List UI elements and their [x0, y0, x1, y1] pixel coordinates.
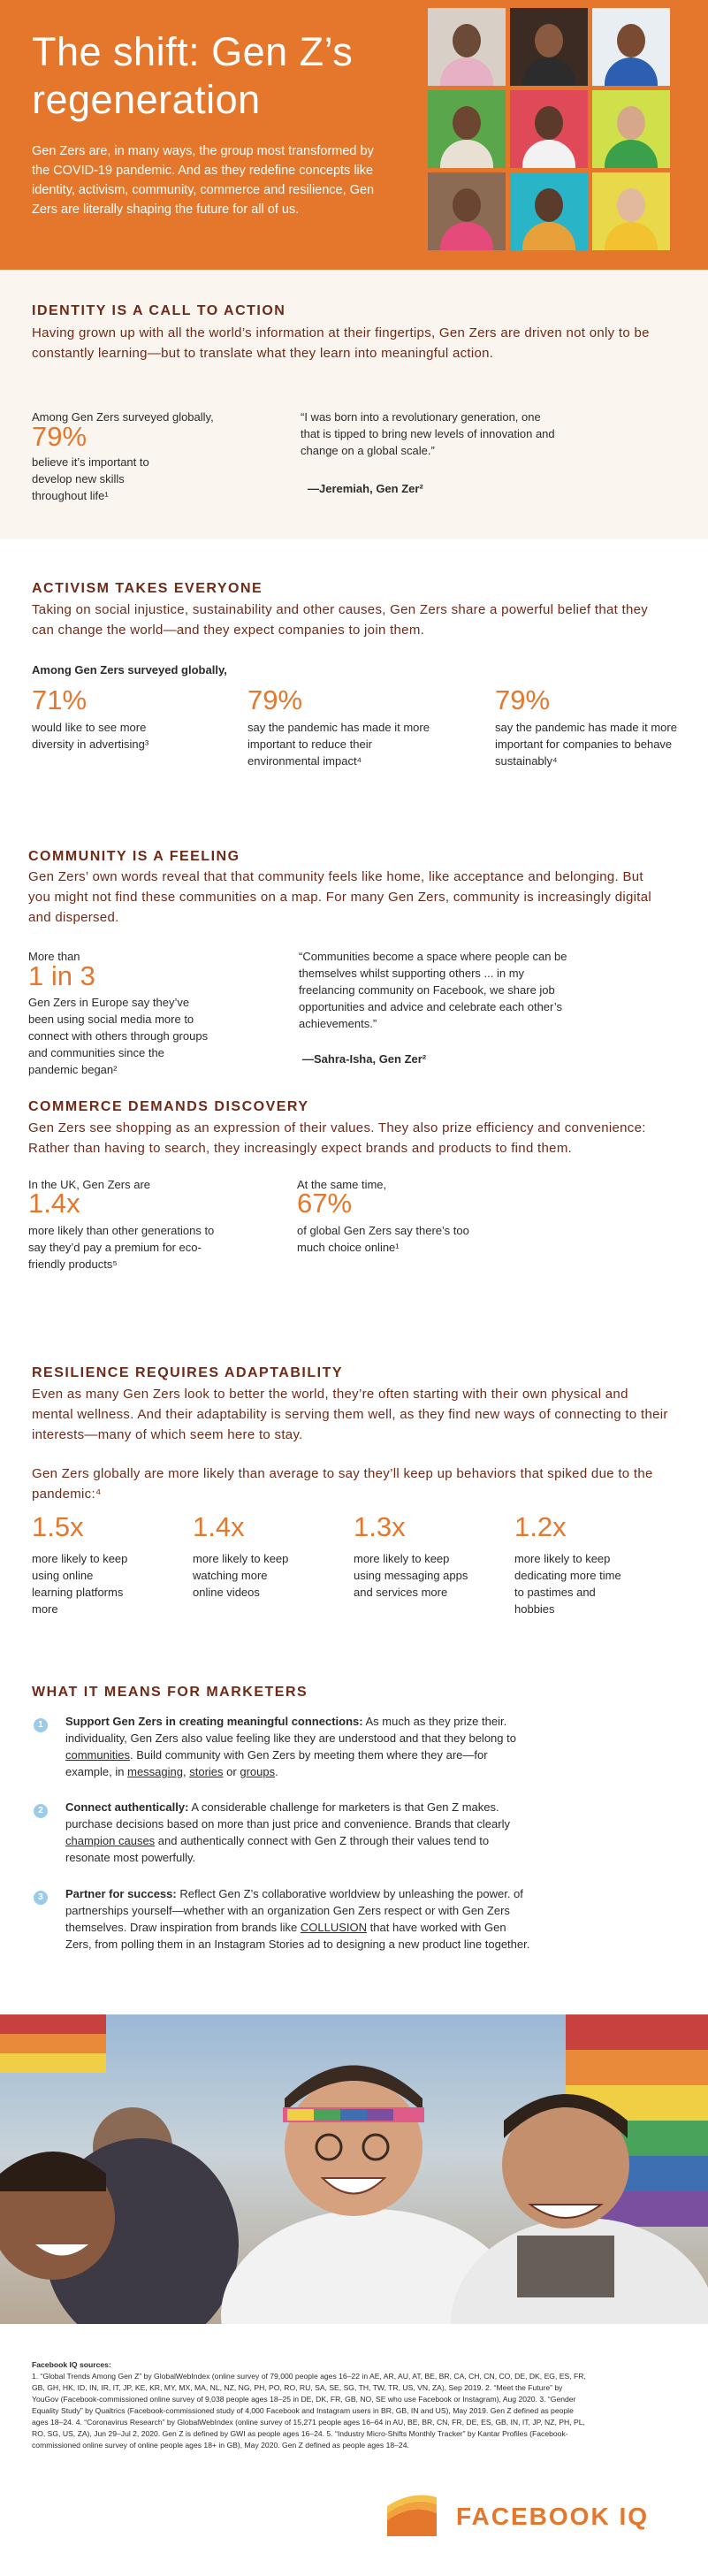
stat-label: Among Gen Zers surveyed globally,: [32, 410, 214, 424]
stat-value: 1.2x: [514, 1511, 567, 1542]
quote: “Communities become a space where people can be themselves whilst supporting others ... in my freelancing community on Facebook, we share job opportunities and advice and celebrate each other’s achievements.”: [299, 950, 567, 1030]
stat-description: more likely to keep dedicating more time to pastimes and hobbies: [514, 1552, 621, 1616]
stat-label: At the same time,: [297, 1178, 387, 1191]
communities-link[interactable]: communities: [65, 1748, 130, 1762]
tip-separator: ,: [182, 1765, 187, 1778]
quote-attribution: —Jeremiah, Gen Zer²: [308, 482, 423, 495]
sources: [32, 2359, 589, 2451]
celebration-photo: [0, 2014, 708, 2324]
tip-lead: Partner for success:: [65, 1887, 177, 1900]
stat-value: 67%: [297, 1188, 353, 1219]
section-title: RESILIENCE REQUIRES ADAPTABILITY: [32, 1365, 344, 1380]
stat-value: 1.3x: [354, 1511, 406, 1542]
marketers-section: [0, 1645, 708, 2007]
section-title: COMMUNITY IS A FEELING: [28, 849, 240, 864]
quote-attribution: —Sahra-Isha, Gen Zer²: [302, 1052, 427, 1066]
stat-value: 79%: [32, 421, 88, 452]
section-title: IDENTITY IS A CALL TO ACTION: [32, 303, 286, 318]
portrait-photo: [428, 90, 506, 168]
hero-intro: Gen Zers are, in many ways, the group most transformed by the COVID-19 pandemic. And as they redefine concepts like identity, activism, community, commerce and resilience, Gen Zers are literally shaping the future for all of us.: [32, 144, 375, 217]
section-title: WHAT IT MEANS FOR MARKETERS: [32, 1685, 308, 1700]
tip-end: .: [275, 1765, 278, 1778]
step-number: 3: [34, 1891, 48, 1905]
quote: “I was born into a revolutionary generation, one that is tipped to bring new levels of innovation and change on a global scale.”: [301, 410, 555, 457]
collusion-link[interactable]: COLLUSION: [300, 1921, 368, 1934]
tip-text: that have worked with Gen Zers, from polling them in an Instagram Stories ad to designing a new product line together.: [65, 1921, 530, 1951]
stat-value: 1.5x: [32, 1511, 84, 1542]
stat-description: more likely to keep using online learning platforms more: [32, 1552, 128, 1616]
sources-title: Facebook IQ sources:: [32, 2360, 111, 2369]
hero-banner: [0, 0, 708, 270]
stat-value: 79%: [247, 684, 303, 715]
tip-text: As much as they prize their. individuality, Gen Zers also value feeling like they are understood and that they belong to: [65, 1715, 516, 1745]
portrait-photo: [592, 90, 670, 168]
tip-text: . Build community with Gen Zers by meeting them where they are—for example, in: [65, 1748, 488, 1778]
portrait-photo: [510, 90, 588, 168]
community-section: [0, 814, 708, 1076]
activism-section: [0, 539, 708, 814]
stat-description: say the pandemic has made it more important for companies to behave sustainably⁴: [495, 721, 677, 768]
section-title: COMMERCE DEMANDS DISCOVERY: [28, 1099, 309, 1114]
stat-description: would like to see more diversity in advertising³: [32, 721, 149, 751]
stat-description: more likely than other generations to say they’d pay a premium for eco-friendly products⁵: [28, 1224, 215, 1271]
stories-link[interactable]: stories: [189, 1765, 224, 1778]
stat-description: of global Gen Zers say there’s too much choice online¹: [297, 1224, 469, 1254]
stat-value: 79%: [495, 684, 551, 715]
stat-value: 71%: [32, 684, 88, 715]
stat-description: more likely to keep watching more online videos: [193, 1552, 289, 1599]
portrait-photo: [428, 172, 506, 250]
portrait-photo: [592, 8, 670, 86]
portrait-photo: [510, 8, 588, 86]
tip-lead: Support Gen Zers in creating meaningful connections:: [65, 1715, 363, 1728]
section-title: ACTIVISM TAKES EVERYONE: [32, 581, 263, 596]
marketer-tip: [65, 1885, 534, 1953]
resilience-section: [0, 1335, 708, 1645]
logo-text: FACEBOOK IQ: [456, 2503, 650, 2530]
section-intro: Gen Zers’ own words reveal that that community feels like home, like acceptance and belonging. But you might not find these communities on a map. For many Gen Zers, community is increasingly digital and dispersed.: [28, 869, 651, 925]
sources-text: 1. “Global Trends Among Gen Z” by GlobalWebIndex (online survey of 79,000 people ages 16–22 in AE, AR, AU, AT, BE, BR, CA, CH, CN, CO, DE, DK, EG, ES, FR, GB, GH, HK, ID, IN, IR, IT, JP, KE, KR, MY, MX, MA, NL, NZ, NG, PH, PO, RO, RU, SA, SE, SG, TH, TW, TR, US, VN, ZA), Sep 2019. 2. “Meet the Future” by YouGov (Facebook-commissioned online survey of 9,038 people ages 18–25 in DE, DK, FR, GB, NO, SE who use Facebook or Instagram), Aug 2020. 3. “Gender Equality Study” by Qualtrics (Facebook-commissioned study of 4,000 Facebook and Instagram users in BR, GB, IN and US), May 2019. Gen Z defined as people ages 18–24. 4. “Coronavirus Research” by GlobalWebIndex (online survey of 15,271 people ages 16–64 in AU, BE, BR, CN, FR, DE, ES, GB, IN, IT, JP, NZ, PH, PL, RO, SG, US, ZA), Jun 29–Jul 2, 2020. Gen Z is defined by GWI as people ages 16–24. 5. “Industry Micro-Shifts Monthly Tracker” by Kantar Profiles (Facebook-commissioned online survey of online people ages 18+ in GB), May 2020. Gen Z defined as people ages 18–24.: [32, 2372, 586, 2450]
marketer-tip: [65, 1713, 534, 1780]
tip-text: A considerable challenge for marketers is that Gen Z makes. purchase decisions based on more than just price and convenience. Brands that clearly: [65, 1800, 510, 1831]
tip-text: Reflect Gen Z’s collaborative worldview by unleashing the power. of partnerships yourself—whether with an organization Gen Zers respect or with Gen Zers themselves. Draw inspiration from brands like: [65, 1887, 523, 1934]
section-intro: Even as many Gen Zers look to better the world, they’re often starting with their own physical and mental wellness. And their adaptability is serving them well, as they find new ways of connecting to their interests—many of which seem here to stay.: [32, 1387, 668, 1442]
champion-causes-link[interactable]: champion causes: [65, 1834, 156, 1847]
tip-text: or: [226, 1765, 237, 1778]
identity-section: [0, 270, 708, 539]
page-title: The shift: Gen Z’s regeneration: [32, 29, 354, 122]
stat-description: believe it’s important to develop new skills throughout life¹: [32, 455, 149, 502]
groups-link[interactable]: groups: [240, 1765, 276, 1778]
stat-label: More than: [28, 950, 80, 963]
portrait-photo: [592, 172, 670, 250]
commerce-section: [0, 1070, 708, 1335]
stat-value: 1.4x: [28, 1188, 80, 1219]
portrait-photo: [428, 8, 506, 86]
section-intro-2: Gen Zers globally are more likely than average to say they’ll keep up behaviors that spiked due to the pandemic:⁴: [32, 1466, 653, 1502]
step-number: 1: [34, 1718, 48, 1732]
facebook-iq-logo: [385, 2494, 677, 2538]
section-intro: Having grown up with all the world’s information at their fingertips, Gen Zers are driven not only to be constantly learning—but to translate what they learn into meaningful action.: [32, 325, 650, 361]
facebook-iq-mark-icon: [385, 2494, 438, 2538]
portrait-photo: [510, 172, 588, 250]
section-intro: Taking on social injustice, sustainability and other causes, Gen Zers share a powerful belief that they can change the world—and they expect companies to join them.: [32, 602, 649, 638]
stat-value: 1 in 3: [28, 960, 95, 991]
stat-description: more likely to keep using messaging apps and services more: [354, 1552, 468, 1599]
stat-description: say the pandemic has made it more important to reduce their environmental impact⁴: [247, 721, 430, 768]
messaging-link[interactable]: messaging: [127, 1765, 183, 1778]
portrait-grid: [428, 8, 670, 250]
tip-lead: Connect authentically:: [65, 1800, 189, 1814]
stat-label: In the UK, Gen Zers are: [28, 1178, 151, 1191]
celebration-illustration: [0, 2014, 708, 2324]
section-intro: Gen Zers see shopping as an expression of their values. They also prize efficiency and convenience: Rather than having to search, they increasingly expect brands and products to find them.: [28, 1120, 646, 1156]
stat-value: 1.4x: [193, 1511, 245, 1542]
step-number: 2: [34, 1804, 48, 1818]
stat-label: Among Gen Zers surveyed globally,: [32, 663, 227, 676]
tip-text: and authentically connect with Gen Z through their values tend to resonate most powerfully.: [65, 1834, 490, 1864]
stat-description: Gen Zers in Europe say they’ve been using social media more to connect with others through groups and communities since the pandemic began²: [28, 996, 209, 1076]
marketer-tip: [65, 1799, 534, 1866]
